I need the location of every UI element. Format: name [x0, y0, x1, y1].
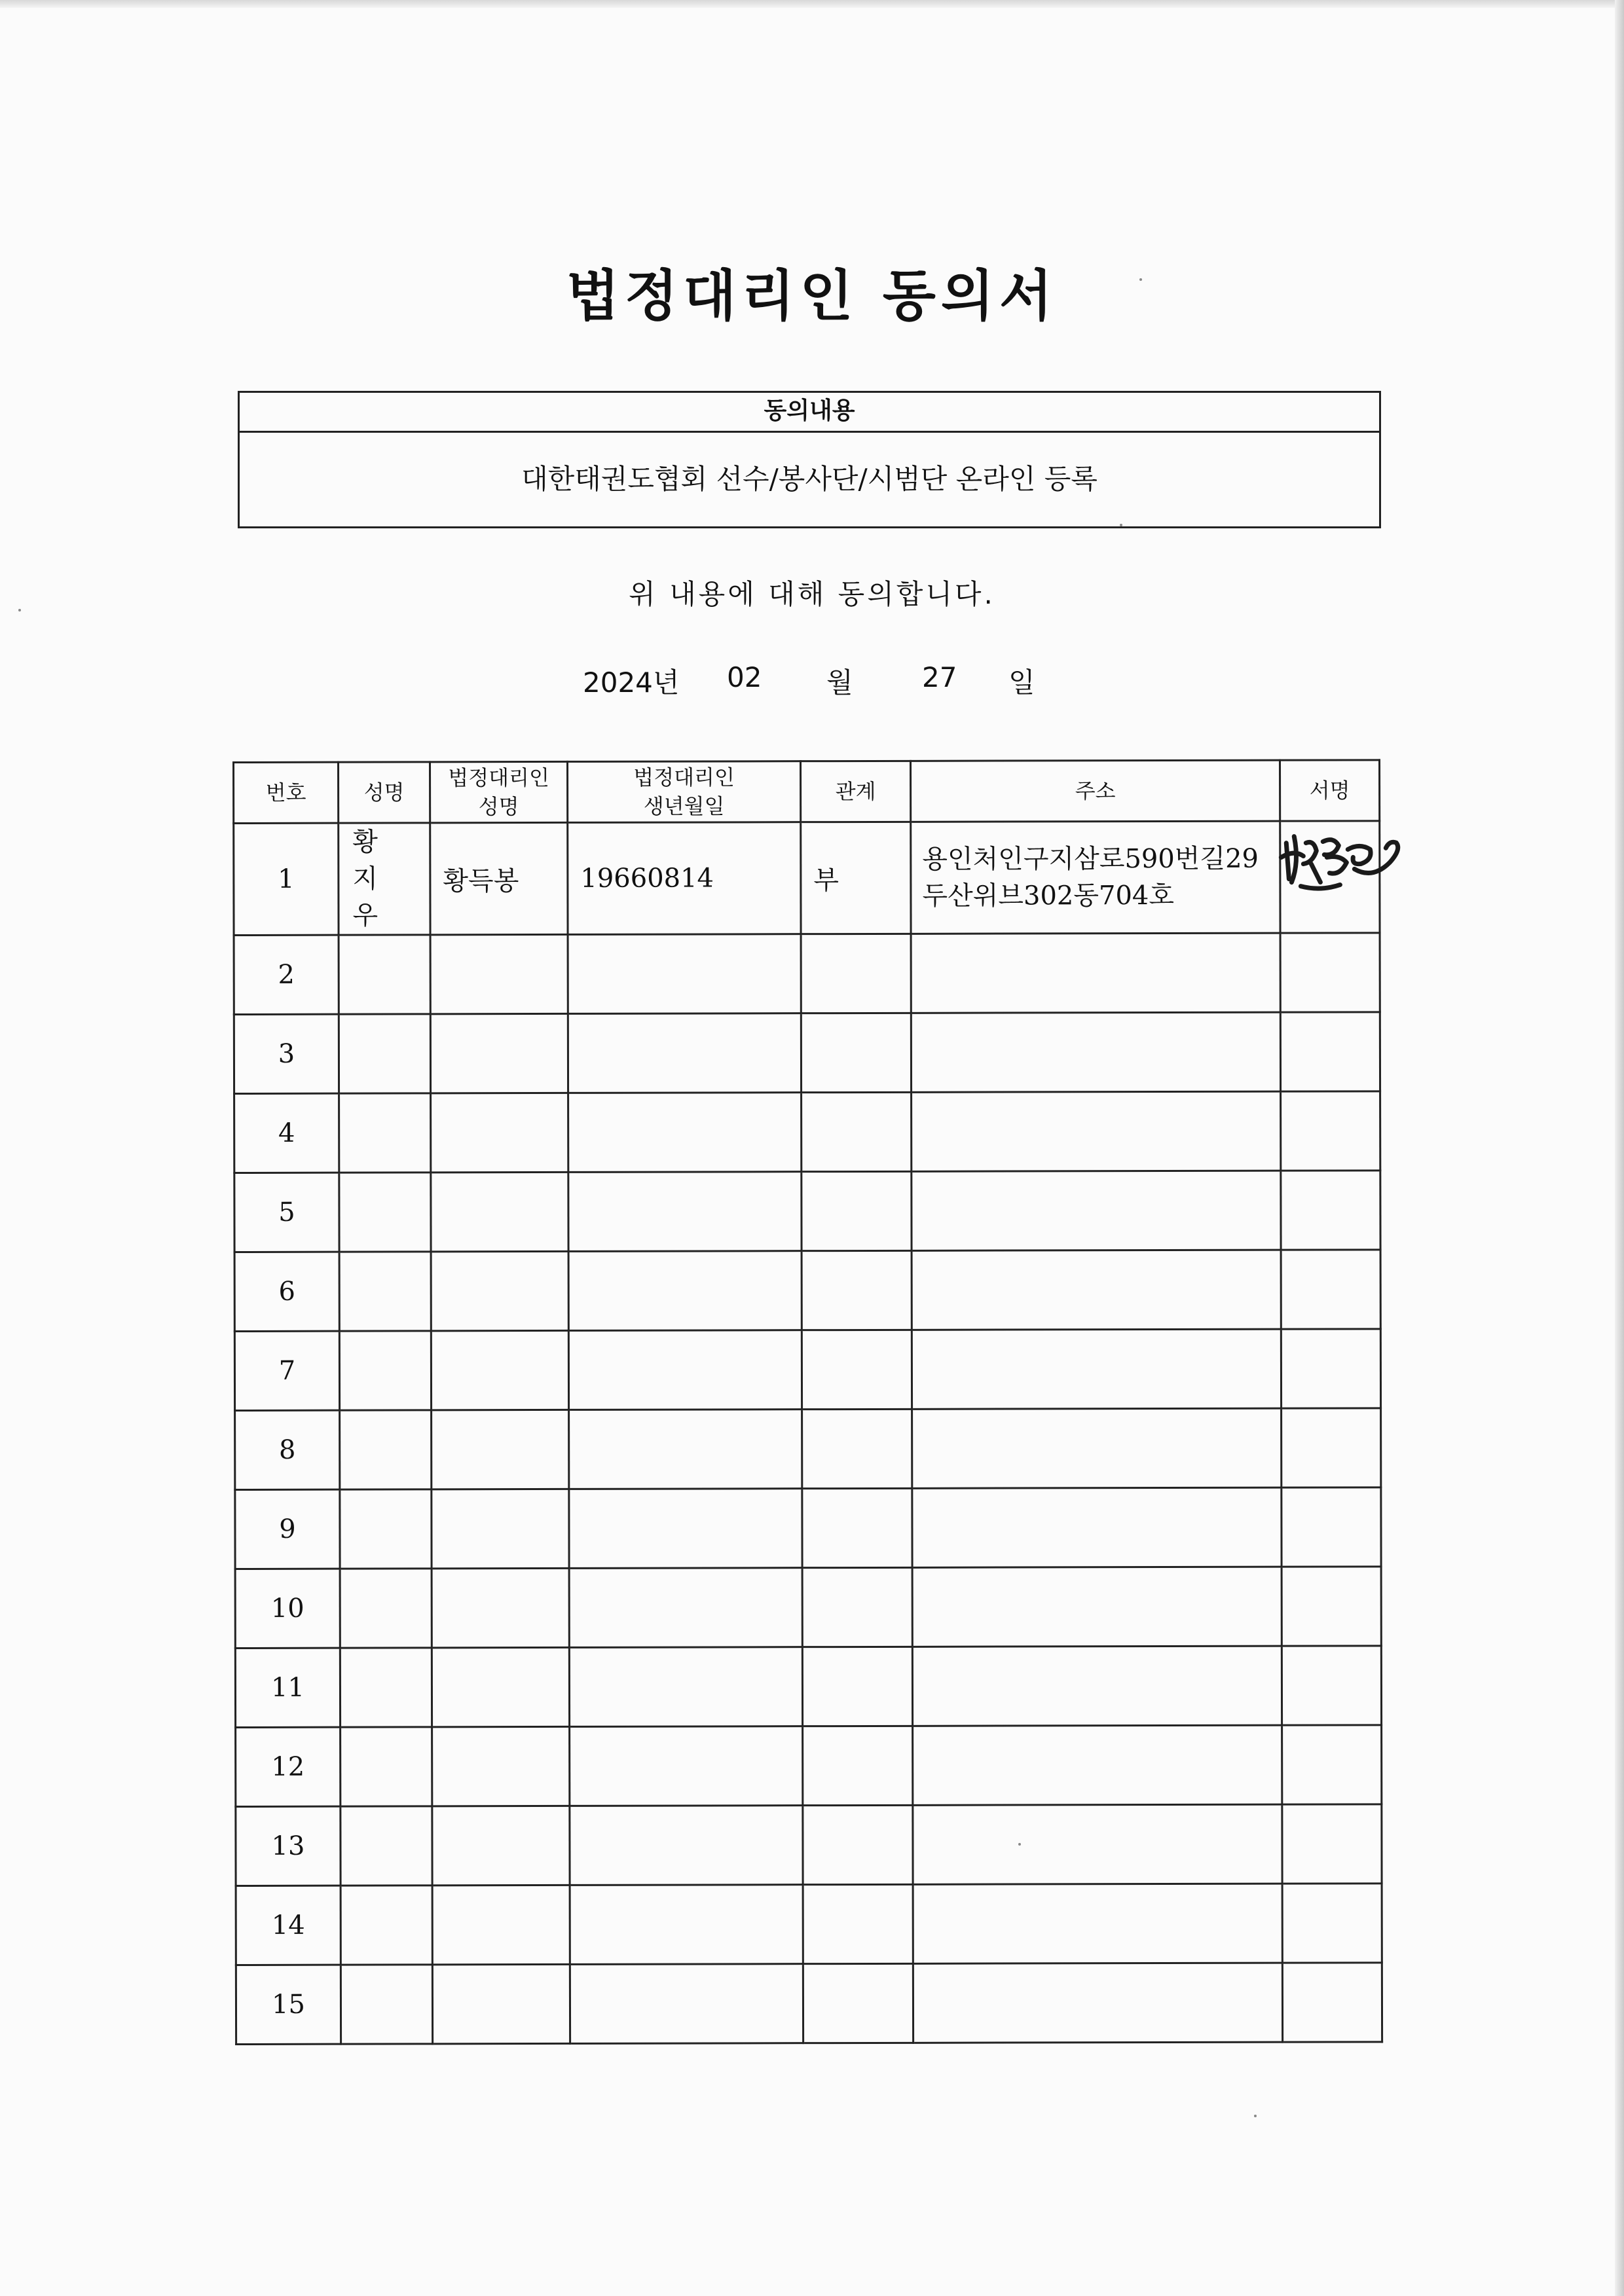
row-number: 6	[234, 1252, 339, 1331]
table-row	[234, 1091, 1380, 1173]
signature-cell	[1281, 1171, 1380, 1250]
row-number: 14	[236, 1886, 341, 1965]
scan-edge-right	[1615, 0, 1624, 2296]
row-number: 2	[234, 935, 339, 1014]
address	[913, 1963, 1282, 2043]
agreement-statement: 위 내용에 대해 동의합니다.	[629, 578, 995, 610]
relation	[802, 1647, 912, 1726]
signature-cell	[1282, 1646, 1381, 1725]
table-row	[234, 933, 1380, 1015]
header-guardian-name	[430, 761, 568, 822]
guardian-birthdate	[569, 1489, 802, 1569]
address	[912, 1567, 1282, 1647]
guardian-name	[430, 934, 568, 1013]
signature-cell	[1282, 1567, 1381, 1646]
guardian-name	[432, 1885, 570, 1964]
scan-speck	[1139, 278, 1142, 281]
table-row	[235, 1408, 1381, 1490]
guardian-birthdate	[570, 1726, 803, 1806]
guardian-name	[432, 1489, 569, 1568]
address	[912, 1408, 1282, 1488]
address	[913, 1725, 1282, 1805]
relation	[803, 1963, 913, 2043]
relation	[802, 1250, 912, 1330]
student-name	[341, 1727, 432, 1806]
signature-cell	[1282, 1804, 1382, 1884]
date-day: 27	[922, 661, 957, 693]
guardian-birthdate	[570, 1806, 803, 1886]
header-guardian-birth-line2: 생년월일	[643, 793, 725, 819]
header-address: 주소	[911, 760, 1280, 822]
row-number: 11	[235, 1648, 340, 1727]
relation	[802, 1171, 912, 1250]
address	[911, 821, 1280, 934]
row-number: 7	[234, 1331, 339, 1410]
header-number: 번호	[234, 762, 339, 823]
row-number: 9	[235, 1489, 340, 1569]
guardian-name	[432, 1410, 569, 1489]
header-guardian-birth-line1: 법정대리인	[633, 765, 735, 790]
student-name-line2: 우	[352, 900, 397, 931]
guardian-name	[432, 1647, 569, 1726]
table-row	[234, 1329, 1380, 1411]
relation	[803, 1726, 913, 1805]
table-row	[234, 821, 1380, 936]
header-name: 성명	[339, 762, 430, 823]
student-name	[339, 935, 430, 1014]
row-number: 12	[236, 1727, 341, 1806]
signature-cell	[1280, 933, 1380, 1012]
guardian-name	[431, 1172, 568, 1251]
address-line1: 용인처인구지삼로590번길29	[922, 843, 1259, 875]
student-name	[340, 1569, 432, 1648]
guardian-name	[432, 1568, 569, 1647]
date-year: 2024년	[583, 666, 680, 699]
guardian-name	[430, 1013, 568, 1093]
scan-speck	[18, 609, 21, 611]
address	[913, 1884, 1282, 1963]
address	[912, 1487, 1282, 1567]
relation: 부	[801, 822, 911, 934]
guardian-name	[431, 1330, 568, 1410]
address	[913, 1804, 1282, 1884]
guardian-name	[432, 1726, 570, 1806]
guardian-birthdate	[569, 1647, 802, 1727]
header-signature: 서명	[1280, 760, 1379, 821]
student-name	[339, 1331, 431, 1410]
header-guardian-name-line2: 성명	[478, 794, 519, 820]
header-guardian-birth	[568, 761, 801, 823]
address	[911, 1012, 1280, 1092]
row-number: 4	[234, 1093, 339, 1173]
guardian-name	[432, 1964, 570, 2043]
student-name	[339, 1173, 431, 1252]
signature-cell	[1280, 1012, 1380, 1091]
address	[912, 1329, 1281, 1409]
guardian-name	[431, 1251, 568, 1330]
signature-cell	[1282, 1725, 1382, 1804]
student-name	[339, 1093, 431, 1173]
address	[912, 1646, 1282, 1726]
table-row	[235, 1487, 1381, 1569]
row-number: 10	[235, 1569, 340, 1648]
student-name	[339, 823, 430, 935]
address	[912, 1091, 1281, 1171]
table-row	[234, 1250, 1380, 1332]
table-row	[235, 1646, 1381, 1728]
scan-speck	[1254, 2115, 1257, 2117]
student-name	[339, 1014, 430, 1093]
student-name	[341, 1806, 432, 1886]
date-month-label: 월	[826, 666, 853, 699]
relation	[802, 1092, 912, 1171]
student-name-line1: 황지	[352, 827, 397, 894]
consent-box	[238, 391, 1381, 528]
student-name	[340, 1410, 432, 1489]
guardian-name	[431, 1093, 568, 1172]
guardian-birthdate	[568, 1251, 802, 1331]
guardian-birthdate	[568, 1093, 802, 1173]
date-line	[0, 661, 1624, 701]
signature-cell	[1281, 1091, 1380, 1171]
signature-cell	[1280, 821, 1380, 933]
relation	[803, 1805, 913, 1884]
relation	[802, 1330, 912, 1409]
address-line2: 두산위브302동704호	[922, 880, 1175, 911]
table-header-row	[234, 760, 1380, 824]
guardian-name: 황득봉	[430, 822, 568, 934]
scan-speck	[1120, 524, 1122, 526]
table-row	[236, 1884, 1382, 1965]
registration-table	[232, 759, 1383, 2045]
guardian-birthdate	[569, 1568, 802, 1648]
student-name	[340, 1648, 432, 1727]
guardian-birthdate	[569, 1410, 802, 1489]
consent-content: 대한태권도협회 선수/봉사단/시범단 온라인 등록	[521, 463, 1098, 495]
address	[912, 1171, 1281, 1250]
document-title: 법정대리인 동의서	[566, 263, 1058, 328]
student-name	[339, 1252, 431, 1331]
address	[911, 933, 1280, 1013]
table-row	[236, 1963, 1382, 2045]
student-name	[341, 1886, 432, 1965]
consent-header: 동의내용	[240, 393, 1379, 433]
guardian-birthdate	[568, 1172, 802, 1252]
relation	[802, 1567, 912, 1647]
signature-cell	[1282, 1884, 1382, 1963]
date-month: 02	[727, 661, 762, 693]
signature-cell	[1282, 1408, 1381, 1487]
address	[912, 1250, 1281, 1330]
guardian-birthdate	[570, 1885, 803, 1965]
relation	[801, 934, 911, 1013]
guardian-name	[432, 1806, 570, 1885]
relation	[803, 1884, 913, 1963]
signature-cell	[1282, 1487, 1381, 1567]
table-row	[236, 1804, 1382, 1886]
guardian-birthdate	[570, 1964, 803, 2044]
table-row	[234, 1171, 1380, 1252]
signature-cell	[1282, 1963, 1382, 2042]
relation	[802, 1488, 912, 1567]
guardian-birthdate	[568, 1013, 801, 1093]
row-number: 13	[236, 1806, 341, 1886]
row-number: 15	[236, 1965, 341, 2044]
table-row	[234, 1012, 1380, 1094]
header-relation: 관계	[801, 761, 911, 822]
signature-cell	[1281, 1250, 1380, 1329]
date-day-label: 일	[1008, 666, 1035, 699]
row-number: 5	[234, 1173, 339, 1252]
student-name	[340, 1489, 432, 1569]
relation	[802, 1409, 912, 1488]
header-guardian-name-line1: 법정대리인	[448, 765, 549, 791]
scan-edge-top	[0, 0, 1624, 8]
scan-speck	[1018, 1843, 1021, 1846]
signature-cell	[1281, 1329, 1380, 1408]
table-row	[235, 1567, 1381, 1649]
guardian-birthdate	[568, 934, 801, 1014]
row-number: 8	[235, 1410, 340, 1489]
table-row	[236, 1725, 1382, 1807]
student-name	[341, 1965, 432, 2044]
row-number: 3	[234, 1014, 339, 1093]
guardian-birthdate	[568, 1330, 802, 1410]
handwritten-signature	[1274, 816, 1405, 902]
row-number: 1	[234, 823, 339, 935]
guardian-birthdate: 19660814	[568, 822, 801, 935]
relation	[801, 1013, 911, 1092]
